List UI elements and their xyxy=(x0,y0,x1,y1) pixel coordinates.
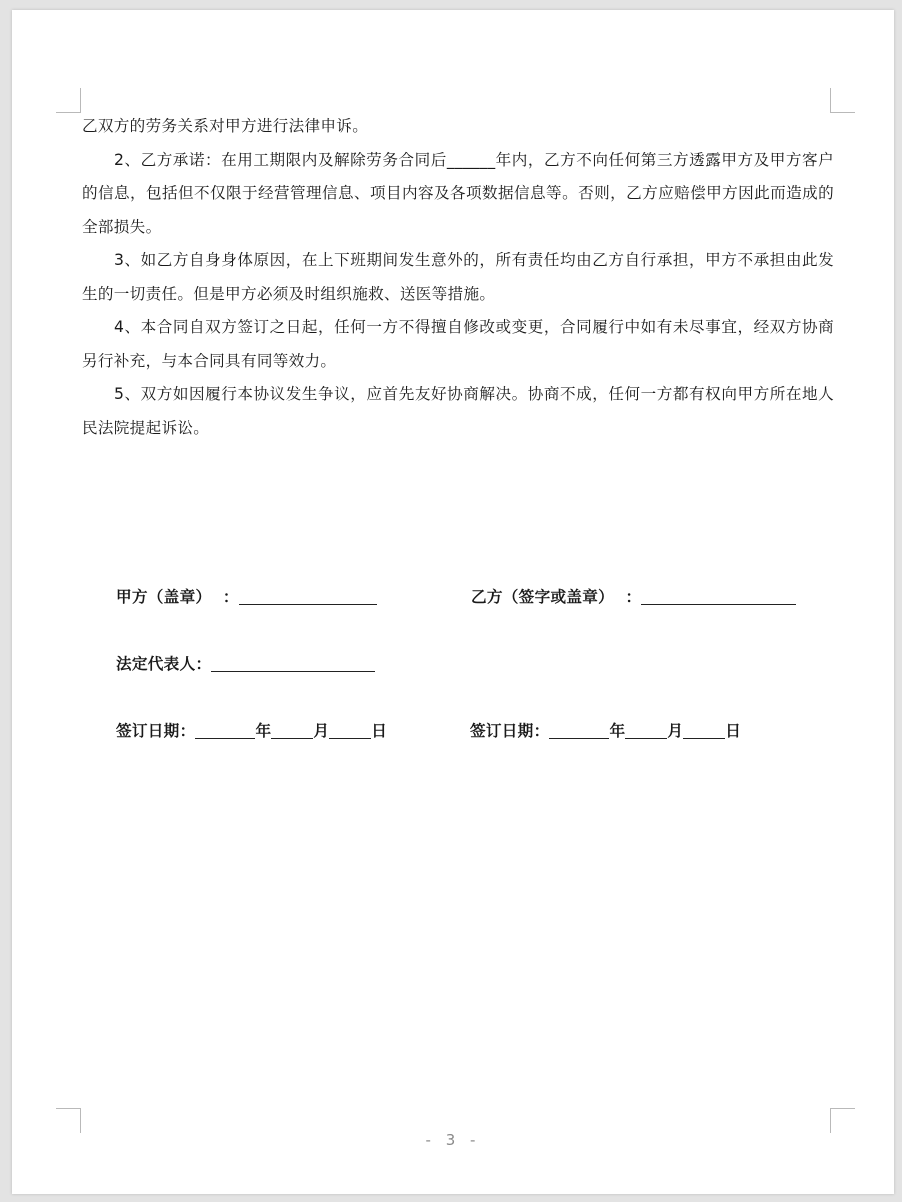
margin-corner-bottom-left xyxy=(56,1108,81,1133)
paragraph-continuation: 乙双方的劳务关系对甲方进行法律申诉。 xyxy=(82,117,369,135)
document-page xyxy=(12,10,894,1194)
party-b-date-line xyxy=(470,719,741,741)
day-label-b: 日 xyxy=(725,722,742,740)
month-label-a: 月 xyxy=(313,722,330,740)
contract-body xyxy=(82,110,834,445)
page-number: - 3 - xyxy=(425,1131,481,1149)
margin-corner-top-left xyxy=(56,88,81,113)
paragraph-clause-4: 4、本合同自双方签订之日起，任何一方不得擅自修改或变更，合同履行中如有未尽事宜，经双方协商另行补充，与本合同具有同等效力。 xyxy=(82,318,834,370)
legal-rep-line xyxy=(116,652,375,674)
month-label-b: 月 xyxy=(667,722,684,740)
paragraph-clause-5: 5、双方如因履行本协议发生争议，应首先友好协商解决。协商不成，任何一方都有权向甲方所在地人民法院提起诉讼。 xyxy=(82,385,834,437)
date-label-a: 签订日期： xyxy=(116,722,196,740)
party-b-sign-line xyxy=(471,585,796,607)
party-a-seal-blank[interactable] xyxy=(239,586,377,605)
year-label-b: 年 xyxy=(609,722,626,740)
day-label-a: 日 xyxy=(371,722,388,740)
year-label-a: 年 xyxy=(255,722,272,740)
party-a-day-blank[interactable] xyxy=(329,720,371,739)
party-b-sign-blank[interactable] xyxy=(641,586,796,605)
party-a-date-line xyxy=(116,719,387,741)
margin-corner-bottom-right xyxy=(830,1108,855,1133)
party-b-day-blank[interactable] xyxy=(683,720,725,739)
paragraph-clause-3: 3、如乙方自身身体原因，在上下班期间发生意外的，所有责任均由乙方自行承担，甲方不承担由此发生的一切责任。但是甲方必须及时组织施救、送医等措施。 xyxy=(82,251,834,303)
paragraph-clause-2: 2、乙方承诺：在用工期限内及解除劳务合同后______年内，乙方不向任何第三方透露甲方及甲方客户的信息，包括但不仅限于经营管理信息、项目内容及各项数据信息等。否则，乙方应赔偿甲方因此而造成的全部损失。 xyxy=(82,150,834,236)
party-a-month-blank[interactable] xyxy=(271,720,313,739)
party-a-year-blank[interactable] xyxy=(195,720,255,739)
party-a-label: 甲方（盖章） ： xyxy=(116,588,239,606)
party-a-seal-line xyxy=(116,585,377,607)
party-b-label: 乙方（签字或盖章） ： xyxy=(471,588,642,606)
party-b-month-blank[interactable] xyxy=(625,720,667,739)
legal-rep-label: 法定代表人： xyxy=(116,655,212,673)
date-label-b: 签订日期： xyxy=(470,722,550,740)
party-b-year-blank[interactable] xyxy=(549,720,609,739)
legal-rep-blank[interactable] xyxy=(211,653,375,672)
